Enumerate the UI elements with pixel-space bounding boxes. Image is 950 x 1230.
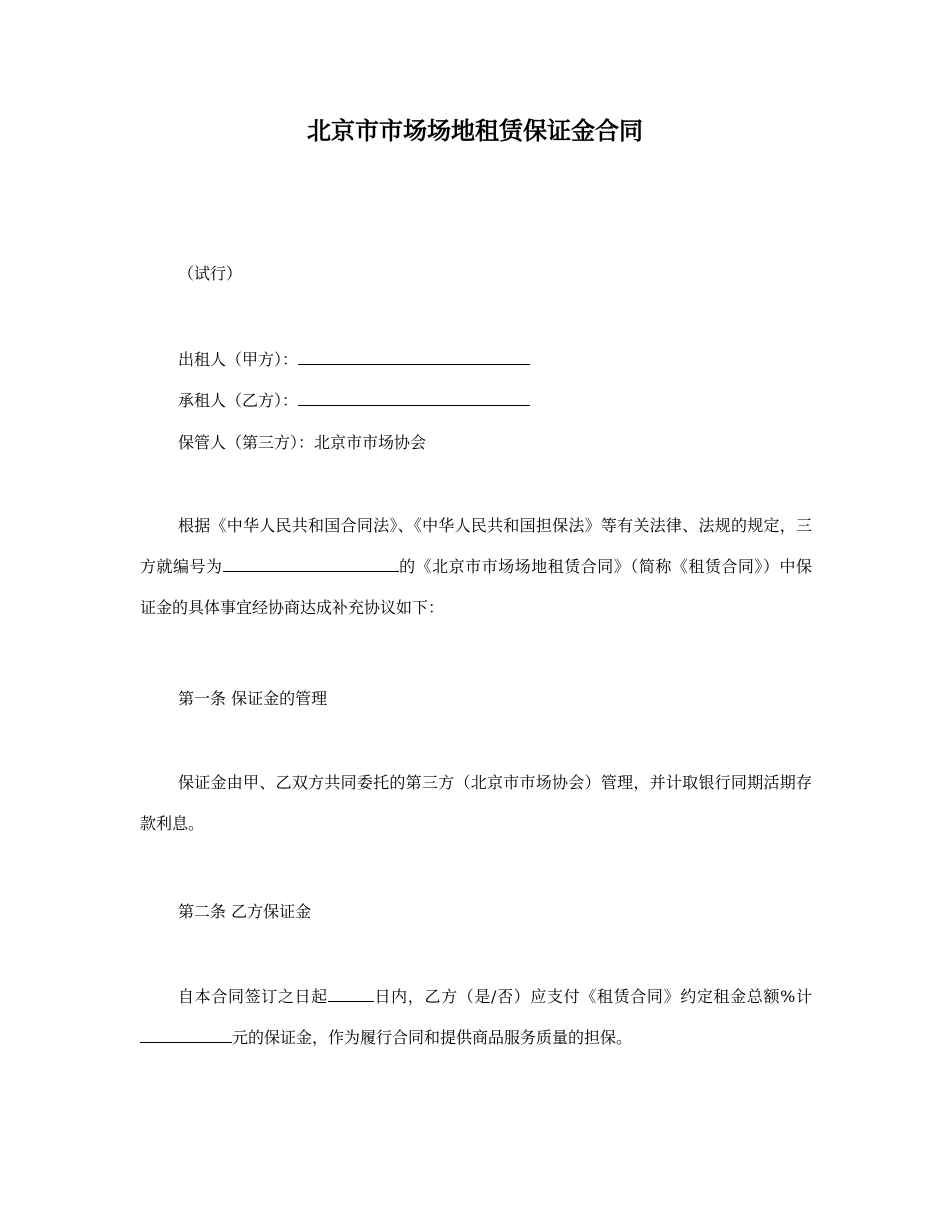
lessor-label: 出租人（甲方）： — [178, 350, 299, 369]
preamble-paragraph — [140, 505, 812, 628]
custodian-value: 北京市市场协会 — [314, 433, 427, 452]
custodian-line — [178, 431, 426, 455]
preamble-text-1: 根据《中华人民共和国合同法》、《中华人民共和国担保法》等有关法律、法规的规定，三方就编号为 — [140, 516, 812, 576]
article2-text-3: %计 — [780, 987, 812, 1006]
days-blank[interactable] — [328, 986, 374, 1002]
preamble-text-2: 的《北京市市场场地租赁合同》（简称《租赁合同》）中保证金的具体事宜经协商达成补充协议如下： — [140, 557, 812, 617]
lessor-blank[interactable] — [298, 349, 530, 365]
article1-body: 保证金由甲、乙双方共同委托的第三方（北京市市场协会）管理，并计取银行同期活期存款利息。 — [140, 773, 812, 833]
article2-body — [140, 976, 812, 1058]
lessor-line — [178, 348, 530, 372]
lessee-label: 承租人（乙方）： — [178, 391, 299, 410]
trial-note: （试行） — [178, 264, 243, 283]
article2-text-2: 日内，乙方（是/否）应支付《租赁合同》约定租金总额 — [373, 987, 781, 1006]
article2-heading: 第二条 乙方保证金 — [178, 902, 312, 921]
article1-heading: 第一条 保证金的管理 — [178, 689, 328, 708]
article2-text-1: 自本合同签订之日起 — [178, 987, 328, 1006]
contract-number-blank[interactable] — [223, 556, 399, 572]
document-title: 北京市市场场地租赁保证金合同 — [307, 117, 643, 145]
lessee-blank[interactable] — [298, 390, 530, 406]
lessee-line — [178, 389, 530, 413]
article2-text-4: 元的保证金，作为履行合同和提供商品服务质量的担保。 — [232, 1028, 633, 1047]
deposit-amount-blank[interactable] — [140, 1027, 232, 1043]
custodian-label: 保管人（第三方）： — [178, 433, 315, 452]
